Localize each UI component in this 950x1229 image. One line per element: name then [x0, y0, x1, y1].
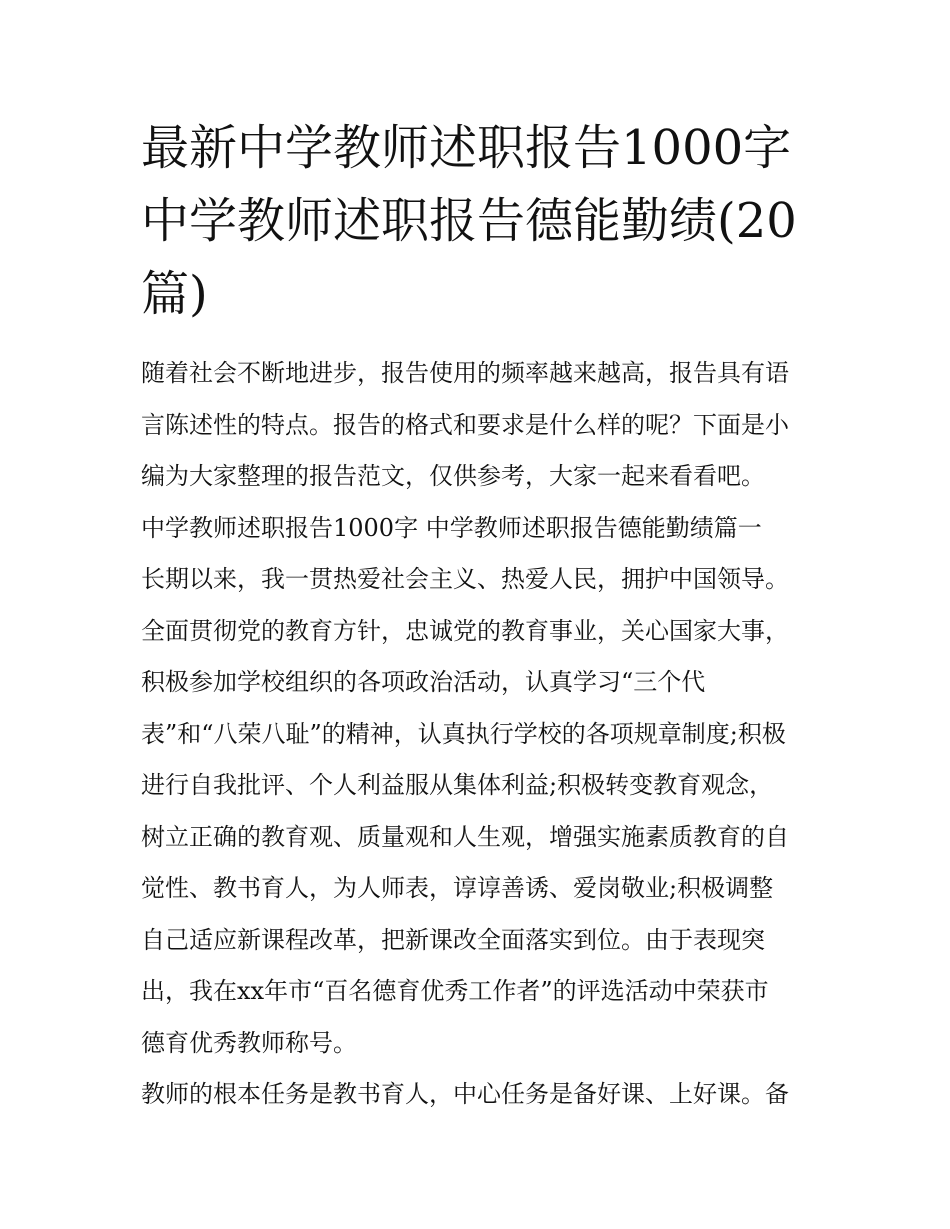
intro-paragraph	[141, 348, 821, 503]
text-line: 树立正确的教育观、质量观和人生观，增强实施素质教育的自	[141, 822, 789, 851]
text-line: 积极参加学校组织的各项政治活动，认真学习“三个代	[141, 668, 706, 696]
text-line: 表”和“八荣八耻”的精神，认真执行学校的各项规章制度;积极	[141, 719, 786, 748]
text-line: 全面贯彻党的教育方针，忠诚党的教育事业，关心国家大事，	[141, 616, 789, 645]
text-line: 言陈述性的特点。报告的格式和要求是什么样的呢？下面是小	[141, 410, 789, 439]
text-line: 随着社会不断地进步，报告使用的频率越来越高，报告具有语	[141, 359, 789, 387]
section-heading-text: 中学教师述职报告1000字 中学教师述职报告德能勤绩篇一	[141, 513, 762, 542]
text-line: 出，我在xx年市“百名德育优秀工作者”的评选活动中荣获市	[141, 977, 769, 1005]
section-heading	[141, 503, 821, 555]
text-line: 自己适应新课程改革，把新课改全面落实到位。由于表现突	[141, 925, 765, 954]
body-paragraph-2	[141, 1069, 821, 1121]
text-line: 教师的根本任务是教书育人，中心任务是备好课、上好课。备	[141, 1080, 789, 1108]
document-title	[141, 112, 821, 331]
text-line: 进行自我批评、个人利益服从集体利益;积极转变教育观念，	[141, 771, 774, 799]
text-line: 德育优秀教师称号。	[141, 1028, 357, 1057]
title-line: 中学教师述职报告德能勤绩(20	[141, 193, 797, 249]
body-paragraph-1	[141, 554, 821, 1069]
text-line: 长期以来，我一贯热爱社会主义、热爱人民，拥护中国领导。	[141, 565, 789, 593]
text-line: 编为大家整理的报告范文，仅供参考，大家一起来看看吧。	[141, 462, 765, 490]
title-line: 篇)	[141, 266, 208, 322]
document-content	[141, 348, 821, 1121]
text-line: 觉性、教书育人，为人师表，谆谆善诱、爱岗敬业;积极调整	[141, 874, 774, 902]
document-body	[141, 112, 821, 1121]
title-line: 最新中学教师述职报告1000字	[141, 120, 792, 176]
